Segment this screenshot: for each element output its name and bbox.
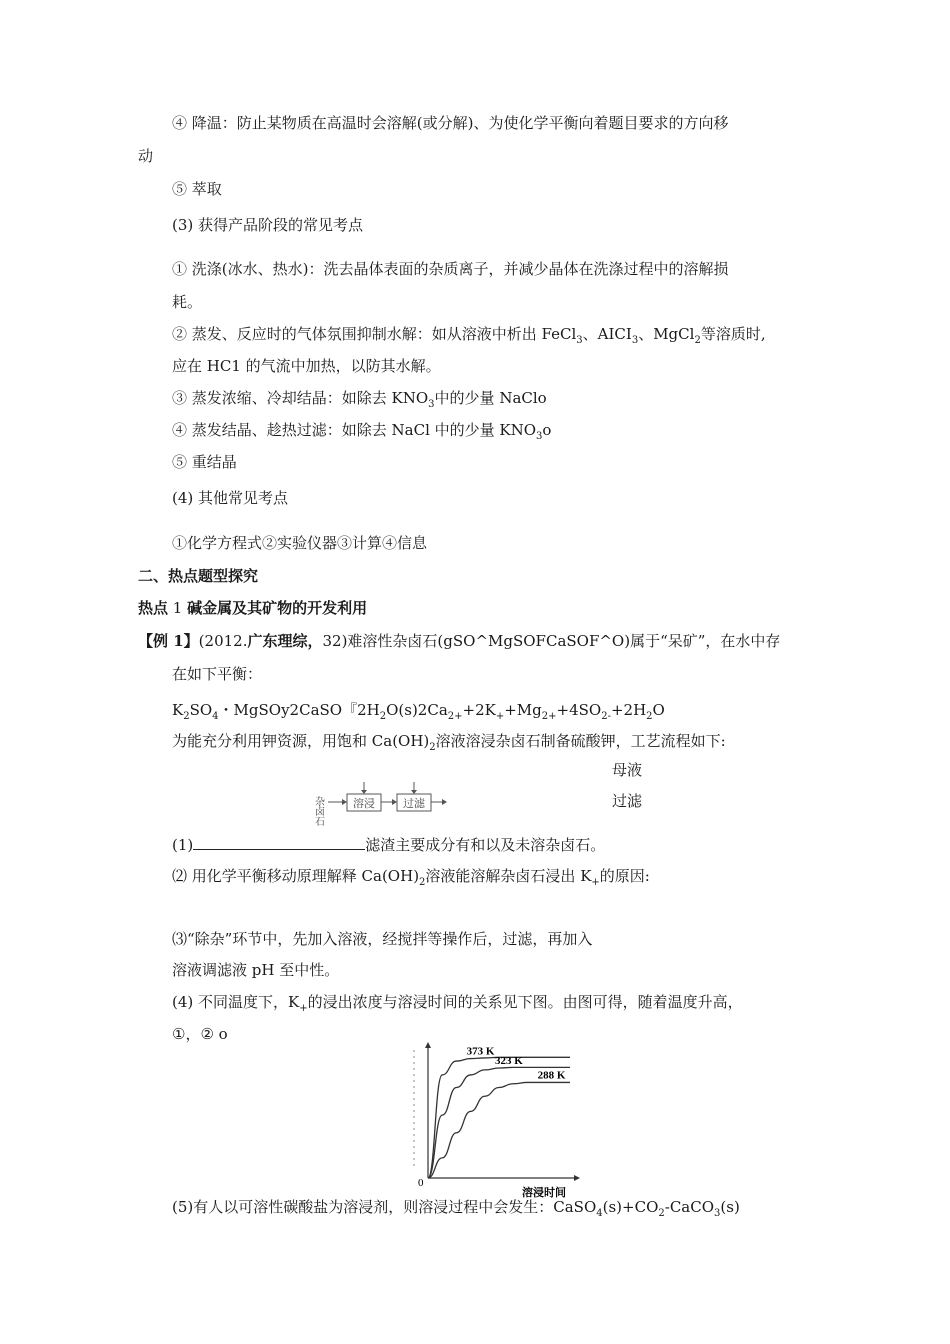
text-line: ① 洗涤(冰水、热水)：洗去晶体表面的杂质离子，并减少晶体在洗涤过程中的溶解损 [172,260,729,278]
flow-arrowhead [342,799,347,805]
x-axis-label: 溶浸时间 [522,1187,566,1199]
text-line: 耗。 [172,293,203,311]
text-line: ①，② o [172,1025,228,1043]
text-line: ①化学方程式②实验仪器③计算④信息 [172,534,428,552]
flow-arrowhead [442,799,447,805]
text-line: 动 [138,147,154,165]
flow-box-filter-label: 过滤 [403,797,425,810]
answer-blank[interactable] [193,835,365,850]
text-line: 在如下平衡： [172,665,263,683]
question-3: ⑶“除杂”环节中，先加入溶液，经搅拌等操作后，过滤，再加入 [172,930,593,948]
subsection-heading: 热点 1 碱金属及其矿物的开发利用 [138,599,368,617]
series-line-288k [428,1082,570,1178]
question-1: (1) 滤渣主要成分有和以及未溶杂卤石。 [172,836,606,854]
text-line: ④ 蒸发结晶、趁热过滤：如除去 NaCl 中的少量 $KNO_3o$ [172,421,552,442]
text-line: 应在 HC1 的气流中加热，以防其水解。 [172,357,441,375]
leaching-curve-chart [400,1040,590,1200]
text-line: (3) 获得产品阶段的常见考点 [172,216,364,234]
flow-box-leach-label: 溶浸 [353,797,375,810]
y-axis-arrowhead [425,1042,431,1048]
text-line: ⑤ 萃取 [172,180,222,198]
equilibrium-equation: $K_2SO_4$・MgSOy2CaSO『$2H_2O(s)2Ca_{2+}+2K_++Mg_{2+}+4SO_{2-}+2H_2O$ [172,701,665,722]
filter-label: 过滤 [612,792,643,810]
flow-feed-arrowhead [411,790,417,794]
text-line: ② 蒸发、反应时的气体氛围抑制水解：如从溶液中析出 FeCl$_3$、$AICI_3$、MgCl$_2$等溶质时, [172,325,766,346]
text-line: ⑤ 重结晶 [172,453,237,471]
question-5: (5)有人以可溶性碳酸盐为溶浸剂，则溶浸过程中会发生：$CaSO_4(s)+CO_2-CaCO_3(s)$ [172,1198,740,1219]
flow-input-label: 杂卤石 [312,796,324,826]
flow-feed-arrowhead [361,790,367,794]
series-label: 323 K [495,1055,523,1067]
text-line: ③ 蒸发浓缩、冷却结晶：如除去 $KNO_3$中的少量 NaClo [172,389,547,410]
origin-label: 0 [418,1177,424,1189]
series-line-323k [428,1067,570,1178]
series-label: 373 K [466,1045,495,1058]
series-label: 288 K [537,1069,566,1082]
flow-arrowhead [392,799,397,805]
text-line: 为能充分利用钾资源，用饱和 $Ca(OH)_2$溶液溶浸杂卤石制备硫酸钾，工艺流程如下: [172,732,726,753]
question-4: (4) 不同温度下，$K_+$的浸出浓度与溶浸时间的关系见下图。由图可得，随着温度升高， [172,993,743,1014]
text-line: 溶液调滤液 pH 至中性。 [172,961,340,979]
x-axis-arrowhead [574,1175,580,1181]
text-line: (4) 其他常见考点 [172,489,289,507]
section-heading: 二、热点题型探究 [138,567,259,585]
question-2: ⑵ 用化学平衡移动原理解释 $Ca(OH)_2$溶液能溶解杂卤石浸出 $K_+$的原因: [172,867,650,888]
process-flow-diagram [312,782,452,832]
example-line: 【例 1】(2012.广东理综，32)难溶性杂卤石(gSO^MgSOFCaSOF^O)属于“呆矿”，在水中存 [138,632,781,650]
mother-liquor-label: 母液 [612,761,643,779]
text-line: ④ 降温：防止某物质在高温时会溶解(或分解)、为使化学平衡向着题目要求的方向移 [172,114,729,132]
